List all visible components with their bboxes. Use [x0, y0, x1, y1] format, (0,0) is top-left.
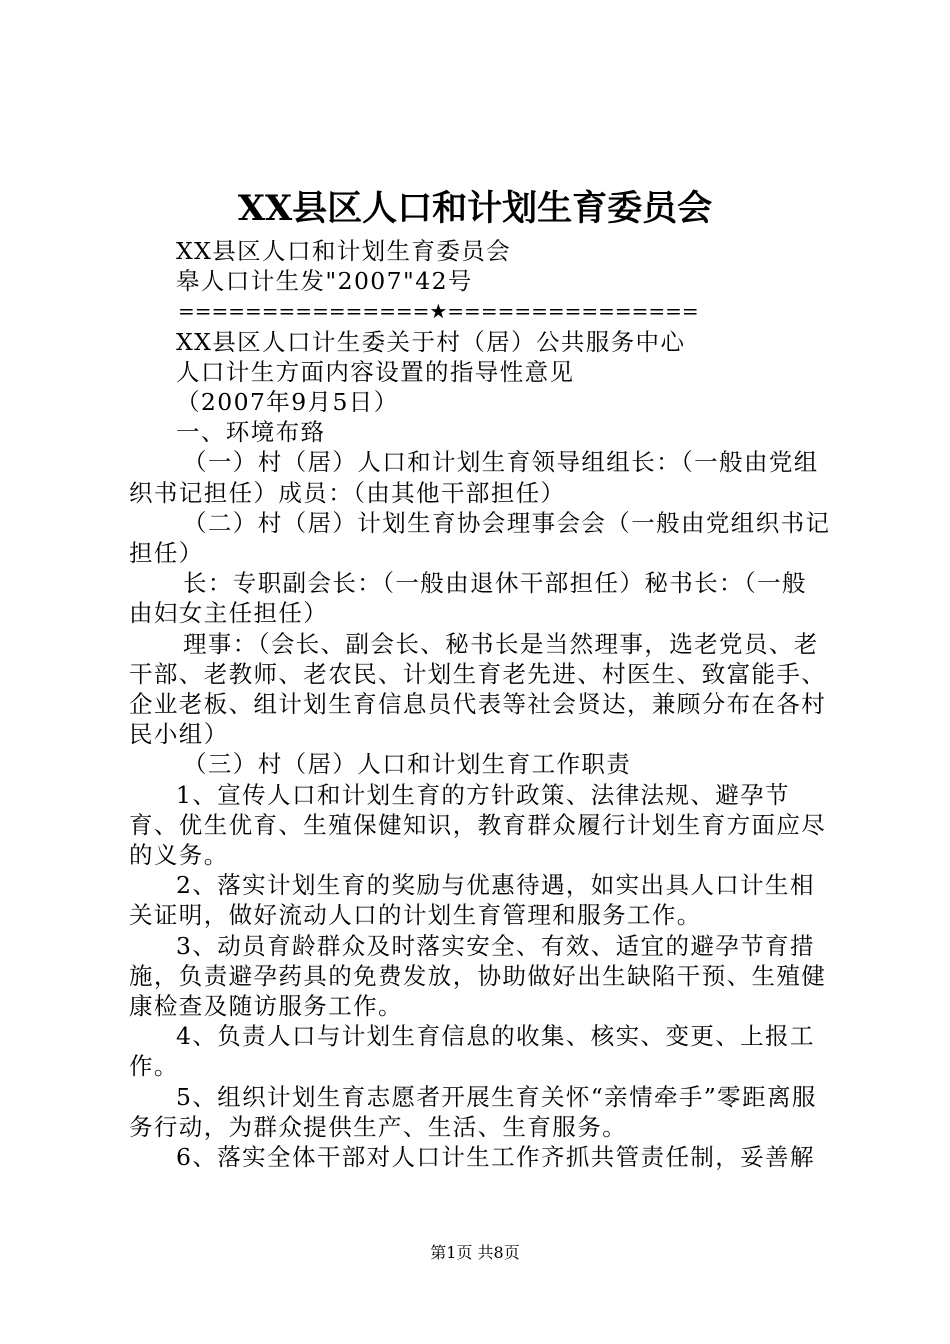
- document-body: [129, 236, 831, 1172]
- separator-line: ===============★===============: [178, 299, 699, 324]
- duty-paragraph-4: 4、负责人口与计划生育信息的收集、核实、变更、上报工作。: [129, 1022, 815, 1081]
- section-heading: 一、环境布臵: [176, 418, 326, 447]
- document-number: 皋人口计生发"2007"42号: [176, 267, 473, 296]
- duty-paragraph-1: 1、宣传人口和计划生育的方针政策、法律法规、避孕节育、优生优育、生殖保健知识，教育群众履行计划生育方面应尽的义务。: [129, 780, 827, 870]
- subtitle-line-2: 人口计生方面内容设置的指导性意见: [176, 357, 575, 386]
- duty-paragraph-3: 3、动员育龄群众及时落实安全、有效、适宜的避孕节育措施，负责避孕药具的免费发放，协助做好出生缺陷干预、生殖健康检查及随访服务工作。: [129, 931, 827, 1021]
- paragraph-item-2: （二）村（居）计划生育协会理事会会（一般由党组织书记担任）: [129, 508, 831, 568]
- duty-paragraph-6: 6、落实全体干部对人口计生工作齐抓共管责任制，妥善解: [176, 1143, 815, 1172]
- duty-paragraph-5: 5、组织计划生育志愿者开展生育关怀“亲情牵手”零距离服务行动，为群众提供生产、生活、生育服务。: [129, 1082, 817, 1141]
- document-date: （2007年9月5日）: [176, 388, 399, 417]
- paragraph-item-2-continued: 长：专职副会长：（一般由退休干部担任）秘书长：（一般由妇女主任担任）: [129, 569, 807, 628]
- paragraph-item-3: （三）村（居）人口和计划生育工作职责: [183, 750, 632, 779]
- issuing-organization: XX县区人口和计划生育委员会: [176, 237, 512, 265]
- page-footer: 第1页 共8页: [430, 1243, 520, 1262]
- duty-paragraph-2: 2、落实计划生育的奖励与优惠待遇，如实出具人口计生相关证明，做好流动人口的计划生育管理和服务工作。: [129, 871, 815, 930]
- document-title: XX县区人口和计划生育委员会: [237, 188, 713, 229]
- subtitle-line-1: XX县区人口计生委关于村（居）公共服务中心: [176, 327, 686, 356]
- paragraph-item-1: （一）村（居）人口和计划生育领导组组长：（一般由党组织书记担任）成员：（由其他干部担任）: [129, 448, 819, 507]
- paragraph-board-members: 理事：（会长、副会长、秘书长是当然理事，选老党员、老干部、老教师、老农民、计划生育老先进、村医生、致富能手、企业老板、组计划生育信息员代表等社会贤达，兼顾分布在各村民小组）: [129, 629, 827, 749]
